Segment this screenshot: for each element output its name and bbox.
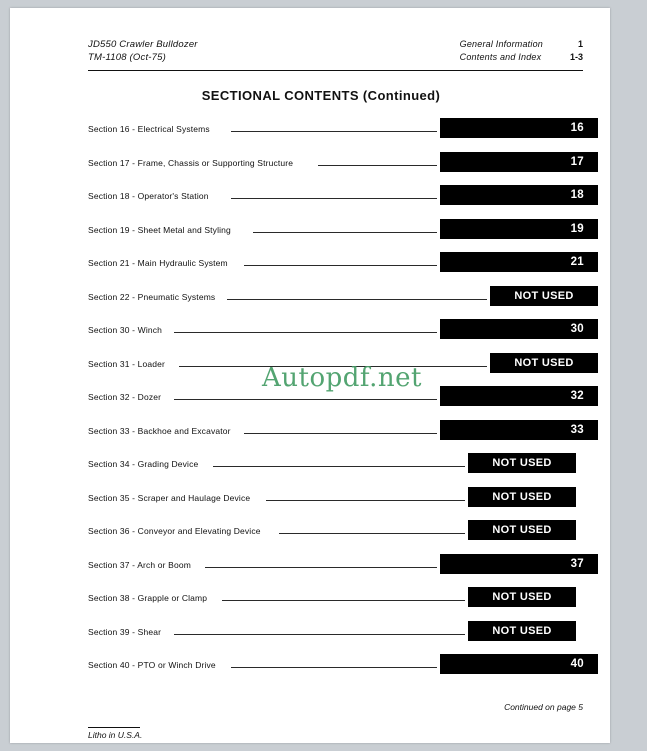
contents-row-label: Section 19 - Sheet Metal and Styling bbox=[88, 224, 231, 235]
contents-leader-line bbox=[227, 299, 488, 300]
contents-row[interactable] bbox=[88, 183, 598, 217]
contents-not-used-badge: NOT USED bbox=[490, 353, 598, 373]
contents-row-label: Section 33 - Backhoe and Excavator bbox=[88, 425, 231, 436]
contents-row[interactable] bbox=[88, 619, 598, 653]
contents-row-label: Section 37 - Arch or Boom bbox=[88, 559, 191, 570]
contents-leader-line bbox=[244, 433, 437, 434]
contents-row-label: Section 34 - Grading Device bbox=[88, 459, 199, 469]
contents-row[interactable] bbox=[88, 418, 598, 452]
contents-section-number-badge: 21 bbox=[440, 252, 598, 272]
header-model-title: JD550 Crawler Bulldozer bbox=[88, 39, 198, 50]
contents-not-used-badge: NOT USED bbox=[468, 520, 576, 540]
contents-row-label: Section 22 - Pneumatic Systems bbox=[88, 291, 216, 302]
contents-leader-line bbox=[266, 500, 465, 501]
contents-row[interactable] bbox=[88, 317, 598, 351]
contents-not-used-badge: NOT USED bbox=[490, 286, 598, 306]
contents-row[interactable] bbox=[88, 585, 598, 619]
contents-row-label: Section 38 - Grapple or Clamp bbox=[88, 593, 208, 603]
sectional-contents-list bbox=[88, 116, 598, 686]
page-background-edge bbox=[627, 0, 647, 751]
contents-leader-line bbox=[244, 265, 437, 266]
page-title: SECTIONAL CONTENTS (Continued) bbox=[201, 88, 441, 103]
contents-section-number-badge: 37 bbox=[440, 554, 598, 574]
contents-row[interactable] bbox=[88, 351, 598, 385]
contents-leader-line bbox=[174, 399, 437, 400]
contents-leader-line bbox=[318, 165, 437, 166]
contents-row-label: Section 16 - Electrical Systems bbox=[88, 124, 210, 134]
contents-row[interactable] bbox=[88, 384, 598, 418]
contents-not-used-badge: NOT USED bbox=[468, 587, 576, 607]
contents-leader-line bbox=[231, 131, 437, 132]
header-divider bbox=[88, 70, 583, 71]
header-page-number: 1-3 bbox=[569, 52, 583, 62]
contents-leader-line bbox=[213, 466, 465, 467]
contents-row[interactable] bbox=[88, 652, 598, 686]
contents-row-label: Section 31 - Loader bbox=[88, 358, 166, 369]
contents-row-label: Section 17 - Frame, Chassis or Supporting Structure bbox=[88, 157, 294, 168]
contents-leader-line bbox=[253, 232, 437, 233]
header-manual-number: TM-1108 (Oct-75) bbox=[88, 52, 166, 63]
contents-row[interactable] bbox=[88, 485, 598, 519]
contents-row[interactable] bbox=[88, 451, 598, 485]
contents-row[interactable] bbox=[88, 150, 598, 184]
header-left bbox=[88, 38, 198, 64]
contents-row[interactable] bbox=[88, 552, 598, 586]
contents-leader-line bbox=[179, 366, 487, 367]
contents-leader-line bbox=[222, 600, 465, 601]
contents-section-number-badge: 18 bbox=[440, 185, 598, 205]
contents-section-number-badge: 33 bbox=[440, 420, 598, 440]
contents-section-number-badge: 32 bbox=[440, 386, 598, 406]
contents-leader-line bbox=[174, 332, 437, 333]
watermark-text: Autopdf.net bbox=[262, 363, 422, 393]
contents-section-number-badge: 17 bbox=[440, 152, 598, 172]
contents-row-label: Section 40 - PTO or Winch Drive bbox=[88, 660, 216, 670]
contents-row[interactable] bbox=[88, 250, 598, 284]
contents-row-label: Section 39 - Shear bbox=[88, 626, 162, 637]
contents-leader-line bbox=[279, 533, 465, 534]
header-section-number: 1 bbox=[577, 39, 583, 49]
contents-row-label: Section 35 - Scraper and Haulage Device bbox=[88, 492, 251, 503]
contents-row-label: Section 32 - Dozer bbox=[88, 392, 162, 402]
contents-row-label: Section 21 - Main Hydraulic System bbox=[88, 258, 228, 268]
page-header bbox=[88, 38, 583, 68]
header-subsection-name: Contents and Index bbox=[459, 52, 542, 62]
contents-row[interactable] bbox=[88, 518, 598, 552]
header-page-numbers bbox=[553, 38, 583, 64]
contents-leader-line bbox=[231, 198, 437, 199]
contents-leader-line bbox=[231, 667, 437, 668]
contents-section-number-badge: 16 bbox=[440, 118, 598, 138]
page-sheet bbox=[32, 8, 610, 743]
contents-row-label: Section 36 - Conveyor and Elevating Device bbox=[88, 526, 261, 536]
header-section-name: General Information bbox=[459, 39, 543, 49]
contents-leader-line bbox=[174, 634, 465, 635]
document-page bbox=[10, 8, 610, 743]
continued-note: Continued on page 5 bbox=[504, 702, 583, 712]
contents-row[interactable] bbox=[88, 284, 598, 318]
contents-not-used-badge: NOT USED bbox=[468, 487, 576, 507]
contents-not-used-badge: NOT USED bbox=[468, 621, 576, 641]
contents-row-label: Section 30 - Winch bbox=[88, 325, 163, 335]
contents-section-number-badge: 19 bbox=[440, 219, 598, 239]
litho-note: Litho in U.S.A. bbox=[88, 730, 143, 740]
contents-row[interactable] bbox=[88, 217, 598, 251]
contents-section-number-badge: 40 bbox=[440, 654, 598, 674]
contents-row[interactable] bbox=[88, 116, 598, 150]
header-right bbox=[460, 38, 543, 64]
footer-divider bbox=[88, 727, 140, 728]
contents-section-number-badge: 30 bbox=[440, 319, 598, 339]
contents-leader-line bbox=[205, 567, 437, 568]
contents-row-label: Section 18 - Operator's Station bbox=[88, 191, 209, 201]
contents-not-used-badge: NOT USED bbox=[468, 453, 576, 473]
